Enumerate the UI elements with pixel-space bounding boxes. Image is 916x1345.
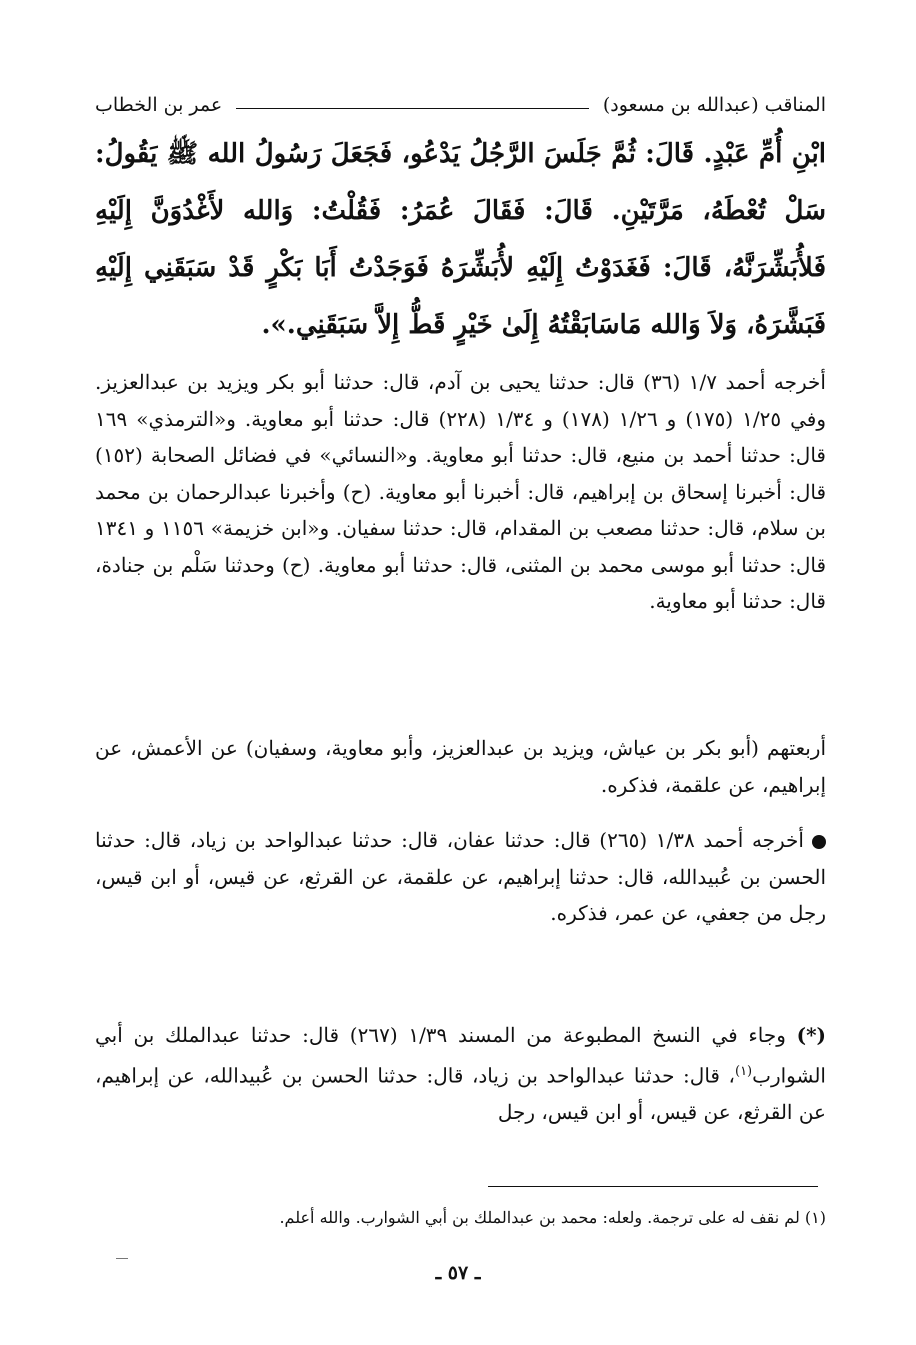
takhrij-paragraph-3 xyxy=(95,822,826,932)
paragraph-3-text: أخرجه أحمد ١/٣٨ (٢٦٥) قال: حدثنا عفان، قال: حدثنا عبدالواحد بن زياد، قال: حدثنا الحسن بن عُبيدالله، قال: حدثنا إبراهيم، عن علقمة، عن القرثع، عن قيس، أو ابن قيس، رجل من جعفي، عن عمر، فذكره. xyxy=(95,828,826,925)
footnote: (١) لم نقف له على ترجمة. ولعله: محمد بن عبدالملك بن أبي الشوارب. والله أعلم. xyxy=(279,1208,826,1227)
running-head-rule xyxy=(236,108,589,109)
footnote-separator xyxy=(488,1186,818,1187)
hadith-text: ابْنِ أُمِّ عَبْدٍ. قَالَ: ثُمَّ جَلَسَ الرَّجُلُ يَدْعُو، فَجَعَلَ رَسُولُ الله ﷺ يَقُولُ: سَلْ تُعْطَهُ، مَرَّتَيْنِ. قَالَ: فَقَالَ عُمَرُ: فَقُلْتُ: وَالله لأَغْدُوَنَّ إِلَيْهِ فَلأُبَشِّرَنَّهُ، قَالَ: فَغَدَوْتُ إِلَيْهِ لأُبَشِّرَهُ فَوَجَدْتُ أَبَا بَكْرٍ قَدْ سَبَقَنِي إِلَيْهِ فَبَشَّرَهُ، وَلاَ وَالله مَاسَابَقْتُهُ إِلَىٰ خَيْرٍ قَطُّ إِلاَّ سَبَقَنِي.». xyxy=(95,139,826,340)
takhrij-paragraph-1: أخرجه أحمد ١/٧ (٣٦) قال: حدثنا يحيى بن آدم، قال: حدثنا أبو بكر ويزيد بن عبدالعزيز. وفي ١/٢٥ (١٧٥) و ١/٢٦ (١٧٨) و ١/٣٤ (٢٢٨) قال: حدثنا أبو معاوية. و«الترمذي» ١٦٩ قال: حدثنا أحمد بن منيع، قال: حدثنا أبو معاوية. و«النسائي» في فضائل الصحابة (١٥٢) قال: أخبرنا إسحاق بن إبراهيم، قال: أخبرنا أبو معاوية. (ح) وأخبرنا عبدالرحمان بن محمد بن سلام، قال: حدثنا مصعب بن المقدام، قال: حدثنا سفيان. و«ابن خزيمة» ١١٥٦ و ١٣٤١ قال: حدثنا أبو موسى محمد بن المثنى، قال: حدثنا أبو معاوية. (ح) وحدثنا سَلْم بن جنادة، قال: حدثنا أبو معاوية. xyxy=(95,370,827,613)
bullet-icon xyxy=(812,835,826,849)
paragraph-4-text-a: وجاء في النسخ المطبوعة من المسند ١/٣٩ (٢٦٧) قال: حدثنا عبدالملك بن أبي الشوارب xyxy=(95,1023,826,1088)
running-head xyxy=(95,88,826,122)
running-head-section: عمر بن الخطاب xyxy=(95,94,223,116)
paragraph-4-text-b: ، قال: حدثنا عبدالواحد بن زياد، قال: حدثنا الحسن بن عُبيدالله، عن إبراهيم، عن القرثع، عن قيس، أو ابن قيس، رجل xyxy=(95,1063,826,1124)
takhrij-paragraph-2: أربعتهم (أبو بكر بن عياش، ويزيد بن عبدالعزيز، وأبو معاوية، وسفيان) عن الأعمش، عن إبراهيم، عن علقمة، فذكره. xyxy=(95,736,826,797)
takhrij-paragraph-4 xyxy=(95,1017,826,1130)
page-number: ـ ٥٧ ـ xyxy=(435,1262,481,1284)
margin-mark xyxy=(116,1258,128,1259)
running-head-chapter: المناقب (عبدالله بن مسعود) xyxy=(602,94,826,116)
asterisk-marker: (*) xyxy=(796,1023,827,1047)
footnote-reference[interactable]: (١) xyxy=(734,1063,753,1079)
